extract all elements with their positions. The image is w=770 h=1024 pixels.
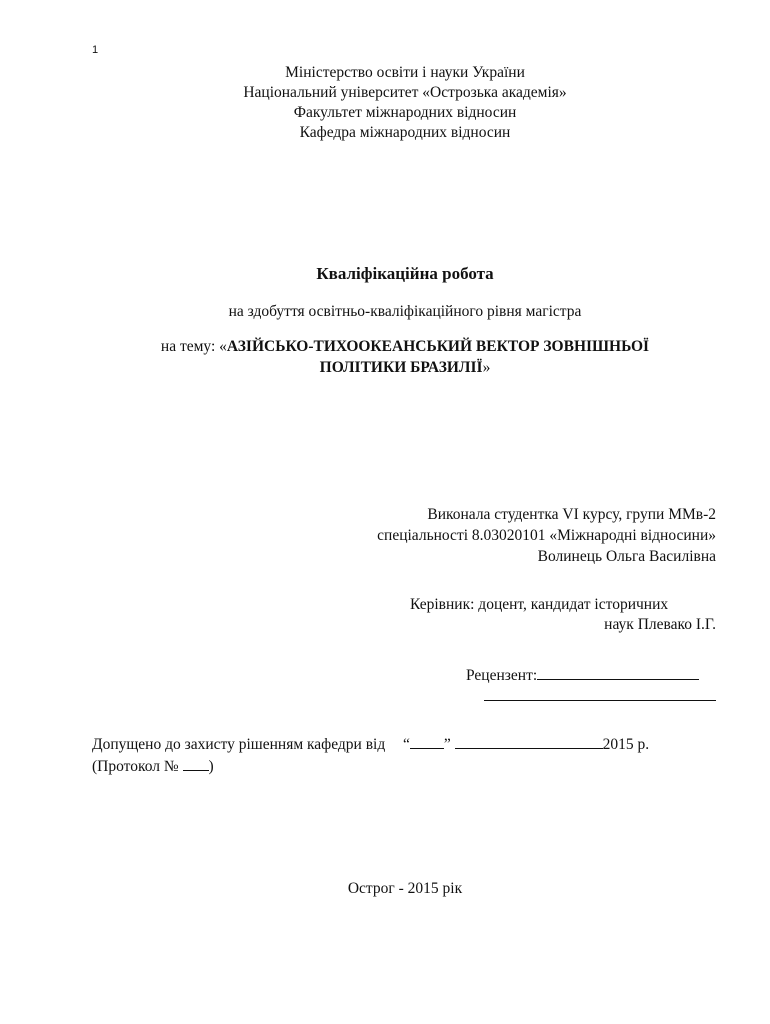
topic-suffix: »: [482, 359, 491, 376]
topic-title-part-2: ПОЛІТИКИ БРАЗИЛІЇ: [319, 359, 483, 376]
reviewer-blank-line-2: [484, 700, 716, 701]
footer-city-year: Острог - 2015 рік: [347, 880, 463, 897]
author-name: Волинець Ольга Василівна: [537, 548, 716, 565]
date-day-blank: [410, 734, 444, 749]
supervisor-line-2: наук Плевако І.Г.: [604, 616, 716, 633]
topic-title-part-1: АЗІЙСЬКО-ТИХООКЕАНСЬКИЙ ВЕКТОР ЗОВНІШНЬОЇ: [226, 338, 650, 355]
topic-line-2: [0, 359, 770, 377]
author-line-1: Виконала студентка VI курсу, групи ММв-2: [427, 506, 716, 523]
protocol-close: ): [208, 758, 214, 775]
protocol-line: [92, 756, 214, 776]
university-line: Національний університет «Острозька академія»: [243, 84, 567, 101]
date-quote-open: “: [402, 736, 410, 753]
topic-line-1: [0, 338, 770, 356]
document-subtitle: на здобуття освітньо-кваліфікаційного рівня магістра: [228, 303, 582, 320]
protocol-number-blank: [183, 756, 209, 771]
date-month-blank: [455, 734, 603, 749]
ministry-line: Міністерство освіти і науки України: [285, 64, 525, 81]
admission-year: 2015 р.: [602, 736, 650, 753]
date-quote-close: ”: [443, 736, 451, 753]
reviewer-blank: [537, 665, 699, 680]
admission-line: [92, 734, 649, 754]
department-line: Кафедра міжнародних відносин: [299, 124, 511, 141]
author-block: [377, 504, 716, 567]
topic-prefix: на тему: «: [160, 338, 227, 355]
page-number: 1: [92, 44, 99, 56]
reviewer-line: [466, 665, 699, 685]
supervisor-line-1: Керівник: доцент, кандидат історичних: [410, 596, 669, 613]
faculty-line: Факультет міжнародних відносин: [293, 104, 517, 121]
protocol-label: (Протокол №: [92, 758, 179, 775]
reviewer-label: Рецензент:: [466, 667, 538, 684]
admission-text: Допущено до захисту рішенням кафедри від: [92, 736, 386, 753]
author-line-2: спеціальності 8.03020101 «Міжнародні відносини»: [377, 527, 716, 544]
document-title: Кваліфікаційна робота: [316, 264, 494, 283]
